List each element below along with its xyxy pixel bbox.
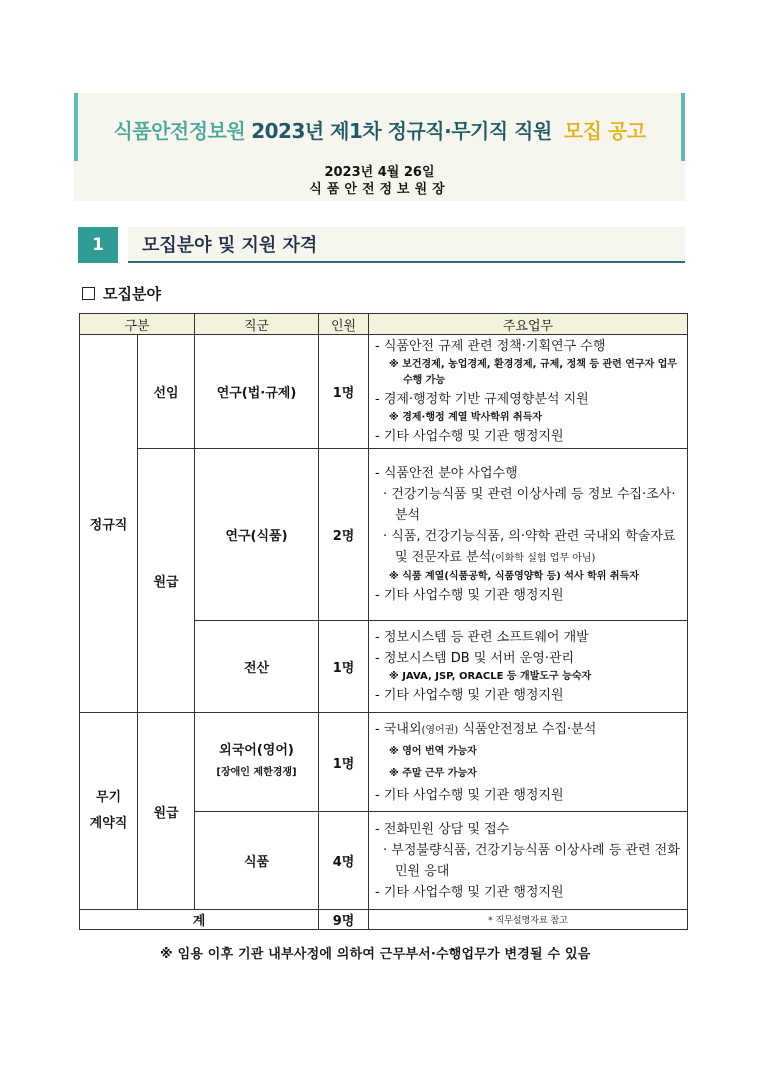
duty-sub-note: (이화학 실험 업무 아님) [491, 553, 596, 564]
duty-line: - 정보시스템 등 관련 소프트웨어 개발 [375, 630, 589, 645]
duty-line: - 식품안전 규제 관련 정책·기획연구 수행 [375, 339, 606, 354]
title-suffix: 모집 공고 [563, 118, 646, 143]
total-count: 9명 [319, 910, 369, 930]
duties-cell [369, 335, 688, 449]
duty-line: - 기타 사업수행 및 기관 행정지원 [375, 588, 564, 603]
job-cell: 연구(법·규제) [195, 335, 319, 449]
header-job: 직군 [195, 314, 319, 335]
group-senior: 선임 [138, 335, 195, 449]
announcement-date: 2023년 4월 26일 [324, 165, 435, 180]
subheading-text: 모집분야 [103, 285, 161, 303]
announcement-title [74, 93, 685, 165]
duty-line: - 기타 사업수행 및 기관 행정지원 [375, 787, 564, 803]
date-box [74, 161, 685, 201]
duty-line: - 기타 사업수행 및 기관 행정지원 [375, 688, 564, 703]
duty-sub-text: · 식품, 건강기능식품, 의·약학 관련 국내외 학술자료 및 전문자료 분석 [383, 529, 676, 565]
table-row [80, 713, 688, 812]
section-title [128, 227, 685, 263]
duties-cell [369, 621, 688, 713]
duty-line: - 기타 사업수행 및 기관 행정지원 [375, 884, 564, 900]
count-cell: 1명 [319, 621, 369, 713]
table-row [80, 335, 688, 449]
group-staff2: 원급 [138, 713, 195, 910]
count-cell: 2명 [319, 449, 369, 621]
recruitment-table [79, 313, 688, 930]
header-duties: 주요업무 [369, 314, 688, 335]
job-title: 외국어(영어) [219, 743, 294, 758]
duty-note: ※ JAVA, JSP, ORACLE 등 개발도구 능숙자 [389, 671, 592, 682]
table-row [80, 449, 688, 621]
count-cell: 1명 [319, 335, 369, 449]
duty-line: - 전화민원 상담 및 접수 [375, 821, 510, 837]
header-count: 인원 [319, 314, 369, 335]
footer-note: ※ 임용 이후 기관 내부사정에 의하여 근무부서·수행업무가 변경될 수 있음 [160, 947, 591, 962]
title-main: 2023년 제1차 정규직·무기직 직원 [251, 118, 552, 143]
section-title-text: 모집분야 및 지원 자격 [142, 235, 318, 256]
duty-line: - 경제·행정학 기반 규제영향분석 지원 [375, 392, 589, 407]
duty-line [375, 719, 681, 741]
duty-note: ※ 영어 번역 가능자 [389, 745, 477, 757]
total-row [80, 910, 688, 930]
duty-sub-line: · 건강기능식품 및 관련 이상사례 등 정보 수집·조사·분석 [383, 487, 676, 523]
duty-line: - 식품안전 분야 사업수행 [375, 466, 518, 481]
job-cell: 전산 [195, 621, 319, 713]
job-note: [장애인 제한경쟁] [216, 767, 297, 778]
job-cell [195, 713, 319, 812]
duty-note: ※ 식품 계열(식품공학, 식품영양학 등) 석사 학위 취득자 [389, 571, 639, 582]
duty-sub-line: · 부정불량식품, 건강기능식품 이상사례 등 관련 전화민원 응대 [383, 842, 680, 879]
section-number: 1 [78, 227, 118, 263]
duty-note: ※ 보건경제, 농업경제, 환경경제, 규제, 정책 등 관련 연구자 업무수행 가능 [389, 359, 678, 386]
group-regular: 정규직 [80, 335, 138, 713]
duty-sub-line [375, 526, 681, 569]
duties-cell [369, 449, 688, 621]
checkbox-icon [82, 287, 95, 300]
duty-text: - 국내외 [375, 721, 422, 737]
group-staff: 원급 [138, 449, 195, 713]
duty-line: - 정보시스템 DB 및 서버 운영·관리 [375, 651, 575, 666]
subheading [82, 283, 161, 304]
count-cell: 1명 [319, 713, 369, 812]
issuer: 식품안전정보원장 [309, 182, 450, 197]
duties-cell [369, 812, 688, 910]
count-cell: 4명 [319, 812, 369, 910]
total-note: * 직무설명자료 참고 [369, 910, 688, 930]
title-org: 식품안전정보원 [113, 118, 246, 143]
duty-line: - 기타 사업수행 및 기관 행정지원 [375, 429, 564, 444]
table-header-row [80, 314, 688, 335]
job-cell: 연구(식품) [195, 449, 319, 621]
header-category: 구분 [80, 314, 195, 335]
total-label: 계 [80, 910, 319, 930]
duty-text: 식품안전정보 수집·분석 [458, 721, 597, 737]
duty-note: ※ 주말 근무 가능자 [389, 767, 477, 779]
duties-cell [369, 713, 688, 812]
duty-note-inline: (영어권) [421, 724, 459, 736]
duty-note: ※ 경제·행정 계열 박사학위 취득자 [389, 412, 543, 423]
job-cell: 식품 [195, 812, 319, 910]
group-indefinite: 무기 계약직 [80, 713, 138, 910]
